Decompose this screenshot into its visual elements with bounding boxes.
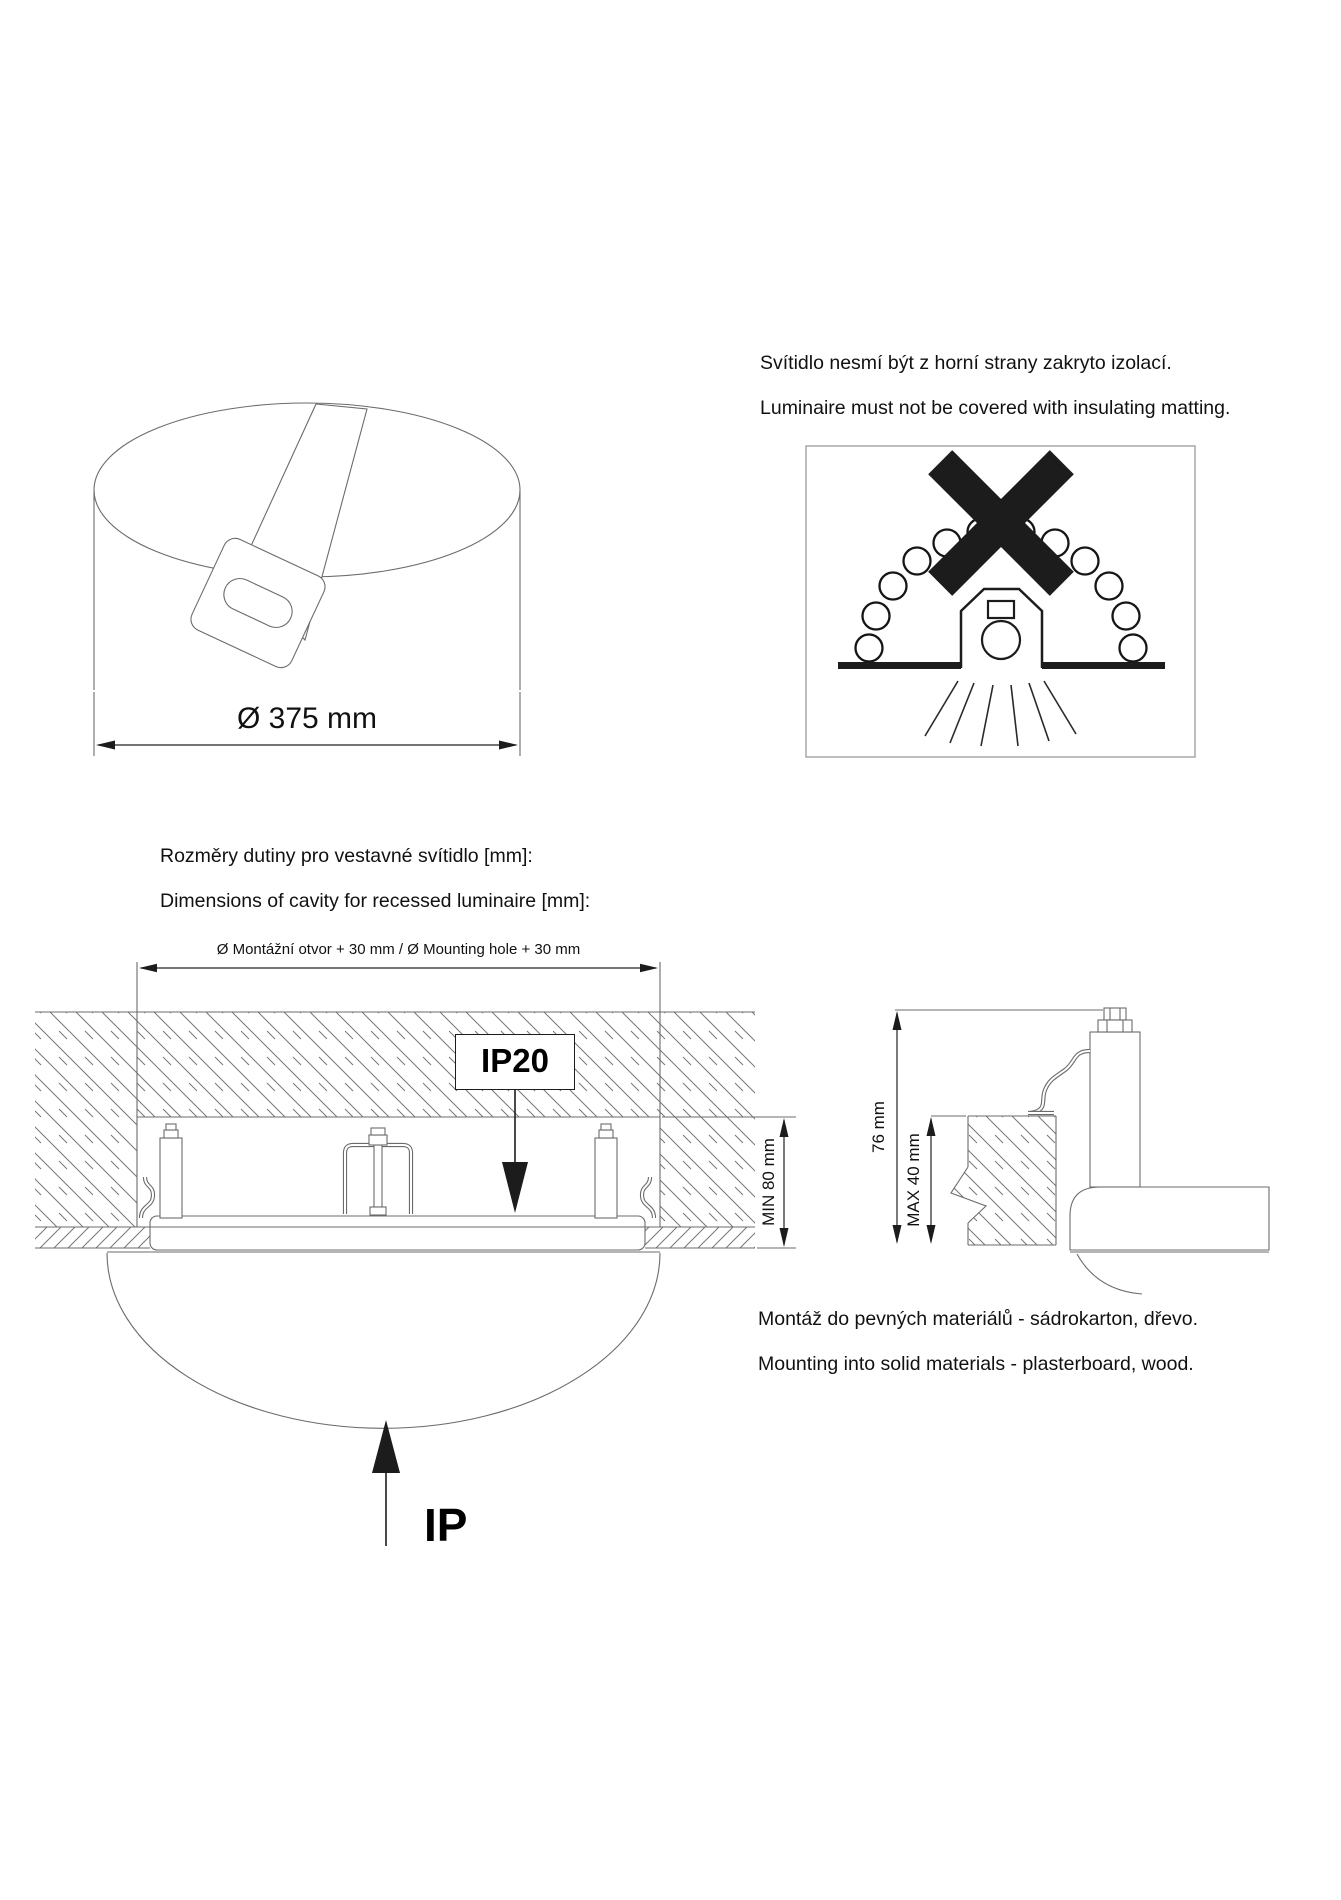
dome-curve-side bbox=[1077, 1254, 1142, 1294]
arrowhead-up bbox=[893, 1011, 902, 1030]
height-label: 76 mm bbox=[869, 1101, 888, 1153]
plasterboard-strip-right bbox=[645, 1227, 755, 1248]
side-mounting-detail bbox=[893, 1008, 1270, 1294]
luminaire-base-side bbox=[1070, 1187, 1269, 1250]
insulation-note-en: Luminaire must not be covered with insulating matting. bbox=[760, 397, 1231, 419]
ip20-pointer-arrowhead bbox=[502, 1162, 528, 1213]
threaded-post-right bbox=[595, 1124, 617, 1218]
mounting-note-cs: Montáž do pevných materiálů - sádrokarton, dřevo. bbox=[758, 1308, 1199, 1330]
cavity-cross-section bbox=[35, 962, 796, 1546]
ip-label: IP bbox=[424, 1499, 468, 1551]
diameter-label: Ø 375 mm bbox=[236, 702, 378, 735]
arrowhead-right bbox=[499, 741, 518, 750]
mounting-hole-dim-label: Ø Montážní otvor + 30 mm / Ø Mounting hole + 30 mm bbox=[216, 941, 581, 958]
plasterboard-strip-left bbox=[35, 1227, 150, 1248]
arrowhead-down bbox=[927, 1225, 936, 1244]
ceiling-bar-right bbox=[1042, 662, 1165, 669]
luminaire-base-plate bbox=[150, 1216, 645, 1250]
spring-clip-side bbox=[1030, 1051, 1090, 1113]
insulation-warning-figure bbox=[806, 446, 1195, 757]
nut-stack-side bbox=[1098, 1008, 1132, 1032]
glass-dome bbox=[107, 1253, 660, 1428]
arrowhead-down bbox=[893, 1225, 902, 1244]
cavity-heading-cs: Rozměry dutiny pro vestavné svítidlo [mm]: bbox=[160, 845, 533, 867]
arrowhead-left bbox=[139, 964, 157, 972]
max-thickness-label: MAX 40 mm bbox=[904, 1133, 923, 1227]
arrowhead-down bbox=[780, 1228, 789, 1247]
threaded-post-left bbox=[160, 1124, 182, 1218]
center-nut bbox=[369, 1135, 387, 1145]
arrowhead-up bbox=[780, 1118, 789, 1137]
threaded-post-side bbox=[1090, 1032, 1140, 1187]
spring-clip-side-inner bbox=[1030, 1051, 1090, 1113]
insulation-note-cs: Svítidlo nesmí být z horní strany zakryto izolací. bbox=[760, 352, 1172, 374]
min-depth-label: MIN 80 mm bbox=[759, 1138, 778, 1226]
material-hatch-block bbox=[951, 1116, 1056, 1245]
arrowhead-left bbox=[96, 741, 115, 750]
center-rod bbox=[374, 1145, 382, 1207]
ip20-badge: IP20 bbox=[455, 1034, 575, 1090]
ceiling-bar-left bbox=[838, 662, 961, 669]
ceiling-hatch-block bbox=[35, 1012, 755, 1227]
center-nut-top bbox=[371, 1128, 385, 1135]
center-bracket-assembly bbox=[345, 1128, 411, 1215]
cavity-heading-en: Dimensions of cavity for recessed luminaire [mm]: bbox=[160, 890, 591, 912]
mounting-note-en: Mounting into solid materials - plasterboard, wood. bbox=[758, 1353, 1194, 1375]
arrowhead-right bbox=[640, 964, 658, 972]
arrowhead-up bbox=[927, 1117, 936, 1136]
rod-foot bbox=[370, 1207, 386, 1215]
